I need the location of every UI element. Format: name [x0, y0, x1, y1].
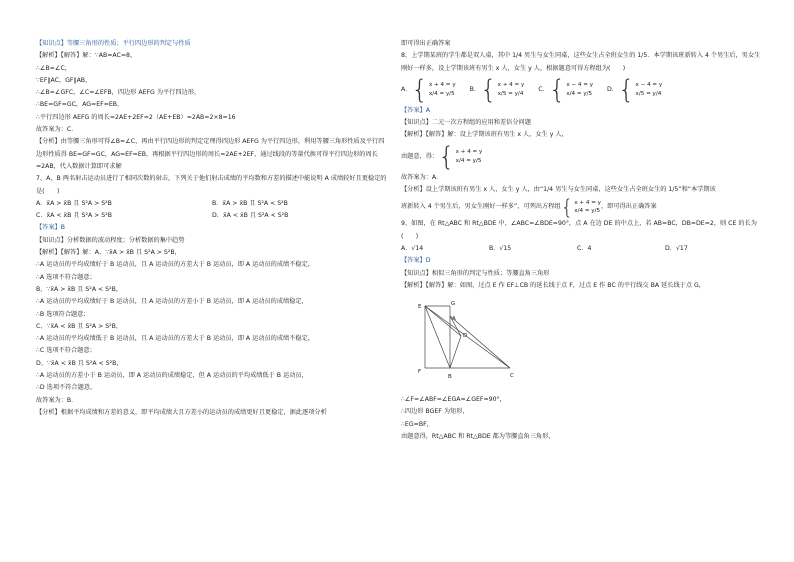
solution-text: 由题意，得： [401, 152, 439, 160]
question-9: 9、如图，在 Rt△ABC 和 Rt△BDE 中，∠ABC=∠BDE=90°，点 A 在边 DE 的中点上，若 AB=BC，DB=DE=2，则 CE 的长为( ) [401, 220, 757, 240]
equation: x − 4 = y [566, 81, 594, 88]
label-a: A [452, 316, 456, 323]
analysis-text: 班新转入 4 个男生后，男女生刚好一样多”，可列出方程组 [401, 203, 561, 211]
equation-system [566, 81, 593, 99]
label-c: C [510, 373, 514, 380]
solution-line: ∴四边形 BGEF 为矩形， [401, 408, 469, 416]
brace-icon: { [548, 74, 566, 105]
brace-icon: { [617, 74, 635, 105]
solution-line: ∴A 运动员的平均成绩好于 B 运动员，且 A 运动员的方差大于 B 运动员，即 A 运动员的成绩不稳定， [36, 261, 314, 269]
left-column [36, 38, 388, 419]
question-8: 8、上学期某班的学生都是双人桌，其中 1/4 男生与女生同桌，这些女生占全班女生的 1/5．本学期该班新转入 4 个男生后，男女生刚好一样多，设上学期该班有男生 x 人，女生 y 人，根据题意可得方程组为( ) [401, 52, 761, 72]
q8-options [401, 75, 761, 105]
q7-option-d: D．x̄A < x̄B 且 S²A < S²B [212, 212, 289, 220]
equation: x/4 = y/5 [428, 90, 455, 97]
label-g: G [451, 301, 456, 308]
equation: x/4 = y/5 [455, 157, 482, 164]
knowledge-point-7: 【知识点】分析数据的波动程度；分析数据的集中趋势 [36, 236, 185, 244]
q7-options-row-2 [36, 210, 388, 222]
solution-line: B、∵x̄A > x̄B 且 S²A < S²B， [36, 285, 123, 293]
q9-option-d: D．√17 [665, 244, 688, 252]
brace-icon: { [438, 141, 455, 172]
option-label: B． [469, 85, 481, 93]
answer-8: 【答案】A [401, 106, 430, 114]
solution-line: ∴C 选项不符合题意； [36, 347, 96, 355]
analysis-paragraph: 【分析】由等腰三角形可得∠B=∠C，再由平行四边形的判定定理得四边形 AEFG 为平行四边形，利用等腰三角形性质及平行四边形性质得 BE=GF=GC，AG=EF=EB，再根据平行四边形的周长=2AE+2EF，通过线段的等量代换可得平行四边形的周长=2AB，代入数据计算即可求解 [36, 138, 385, 170]
answer-7: 【答案】B [36, 224, 65, 232]
q7-option-b: B．x̄A > x̄B 且 S²A < S²B [212, 199, 288, 207]
solution-line: 【解析】【解答】解：如图，过点 E 作 EF⊥CB 的延长线于点 F，过点 E 作 BC 的平行线交 BA 延长线于点 G， [401, 281, 705, 289]
solution-line: 故答案为：B． [36, 396, 78, 404]
equation-system [498, 81, 525, 99]
analysis-line: 【分析】设上学期该班有男生 x 人，女生 y 人，由“1/4 男生与女生同桌，这些女生占全班女生的 1/5”和“本学期该 [401, 186, 716, 194]
analysis-text: ，即可得出正确答案 [600, 203, 657, 211]
solution-line: ∴B 选项符合题意； [36, 310, 90, 318]
solution-line: ∴D 选项不符合题意， [36, 384, 97, 392]
geometry-figure [413, 296, 523, 388]
solution-line: ∴∠B=∠GFC，∠C=∠EFB，四边形 AEFG 为平行四边形， [36, 89, 201, 97]
option-label: A． [401, 85, 412, 93]
solution-line: 【解析】【解答】解：设上学期该班有男生 x 人，女生 y 人， [401, 131, 568, 139]
knowledge-point: 【知识点】等腰三角形的性质；平行四边形的判定与性质 [36, 40, 191, 47]
q9-option-a: A．√14 [401, 244, 424, 252]
knowledge-point-line [36, 38, 388, 50]
solution-line: 故答案为：C． [36, 126, 78, 134]
solution-line: 【解析】【解答】解：A、∵x̄A > x̄B 且 S²A > S²B， [36, 249, 181, 257]
answer-9: 【答案】D [401, 257, 431, 265]
brace-icon: { [480, 74, 497, 105]
solution-line: ∴BE=GF=GC，AG=EF=EB， [36, 101, 124, 109]
equation-system [429, 81, 456, 99]
solution-line: 由题意得，Rt△ABC 和 Rt△BDE 都为等腰直角三角形， [401, 433, 555, 441]
solution-line: ∴平行四边形 AEFG 的周长=2AE+2EF=2（AE+EB）=2AB=2×8=16 [36, 113, 236, 121]
right-column [401, 38, 761, 443]
solution-line: D、∵x̄A < x̄B 且 S²A < S²B， [36, 359, 123, 367]
equation: x/4 = y/5 [566, 90, 593, 97]
solution-line: ∴∠F=∠ABF=∠EGA=∠GEF=90°， [401, 396, 506, 404]
q7-option-a: A．x̄A > x̄B 且 S²A > S²B [36, 199, 112, 207]
q8-option-d [607, 74, 663, 105]
knowledge-point-8: 【知识点】二元一次方程组的应用和差倍分问题 [401, 119, 531, 127]
q8-option-b [469, 74, 525, 105]
solution-line: ∴EG=BF， [401, 420, 433, 428]
continued-text: 即可得出正确答案 [401, 40, 451, 47]
question-7: 7、A、B 两名射击运动员进行了相同次数的射击，下列关于他们射击成绩的平均数和方差的描述中能说明 A 成绩较好且更稳定的是( ) [36, 175, 387, 195]
q7-option-c: C．x̄A < x̄B 且 S²A > S²B [36, 212, 112, 220]
q8-option-a [401, 74, 456, 105]
label-e: E [418, 304, 422, 311]
equation-system [456, 148, 483, 166]
equation: x − 4 = y [635, 81, 663, 88]
equation-system [636, 81, 663, 99]
q9-option-c: C．4 [577, 244, 592, 252]
q7-options-row-1 [36, 198, 388, 210]
label-f: F [418, 369, 422, 376]
solution-line: 【解析】【解答】解：∵AB=AC=8， [36, 52, 137, 60]
solution-line: ∴A 选项不符合题意； [36, 273, 96, 281]
geometry-diagram [413, 296, 523, 388]
analysis-system [401, 196, 761, 218]
segment-db [450, 336, 461, 368]
label-b: B [448, 374, 452, 381]
label-d: D [463, 333, 468, 340]
equation: x + 4 = y [455, 148, 483, 155]
option-label: D． [607, 85, 618, 93]
option-label: C． [538, 85, 549, 93]
equation: x/5 = y/4 [635, 90, 662, 97]
equation: x/4 = y/5 [574, 208, 601, 215]
solution-line: ∵EF∥AC，GF∥AB， [36, 76, 92, 84]
equation: x + 4 = y [574, 200, 601, 207]
equation: x/5 = y/4 [497, 90, 524, 97]
q8-option-c [538, 74, 594, 105]
q9-option-b: B．√15 [489, 244, 512, 252]
equation: x + 4 = y [428, 81, 456, 88]
q9-options [401, 243, 761, 255]
solution-line: ∴A 运动员的平均成绩低于 B 运动员，且 A 运动员的方差大于 B 运动员，即 A 运动员的成绩不稳定， [36, 335, 314, 343]
solution-line: ∴A 运动员的平均成绩好于 B 运动员，且 A 运动员的方差小于 B 运动员，即 A 运动员的成绩稳定， [36, 298, 308, 306]
solution-line: ∴A 运动员的方差小于 B 运动员，即 A 运动员的成绩稳定，但 A 运动员的平均成绩低于 B 运动员， [36, 372, 308, 380]
solution-system [401, 142, 761, 172]
knowledge-point-9: 【知识点】相似三角形的判定与性质；等腰直角三角形 [401, 269, 550, 277]
solution-line: 故答案为：A． [401, 173, 443, 181]
analysis-line: 【分析】根据平均成绩和方差的意义，即平均成绩大且方差小的运动员的成绩更好且更稳定，据此逐项分析 [36, 408, 327, 416]
equation-system [574, 199, 601, 215]
solution-line: C、∵x̄A < x̄B 且 S²A > S²B， [36, 322, 123, 330]
solution-line: ∴∠B=∠C， [36, 64, 71, 72]
equation: x + 4 = y [497, 81, 525, 88]
brace-icon: { [560, 195, 574, 220]
brace-icon: { [411, 74, 428, 105]
